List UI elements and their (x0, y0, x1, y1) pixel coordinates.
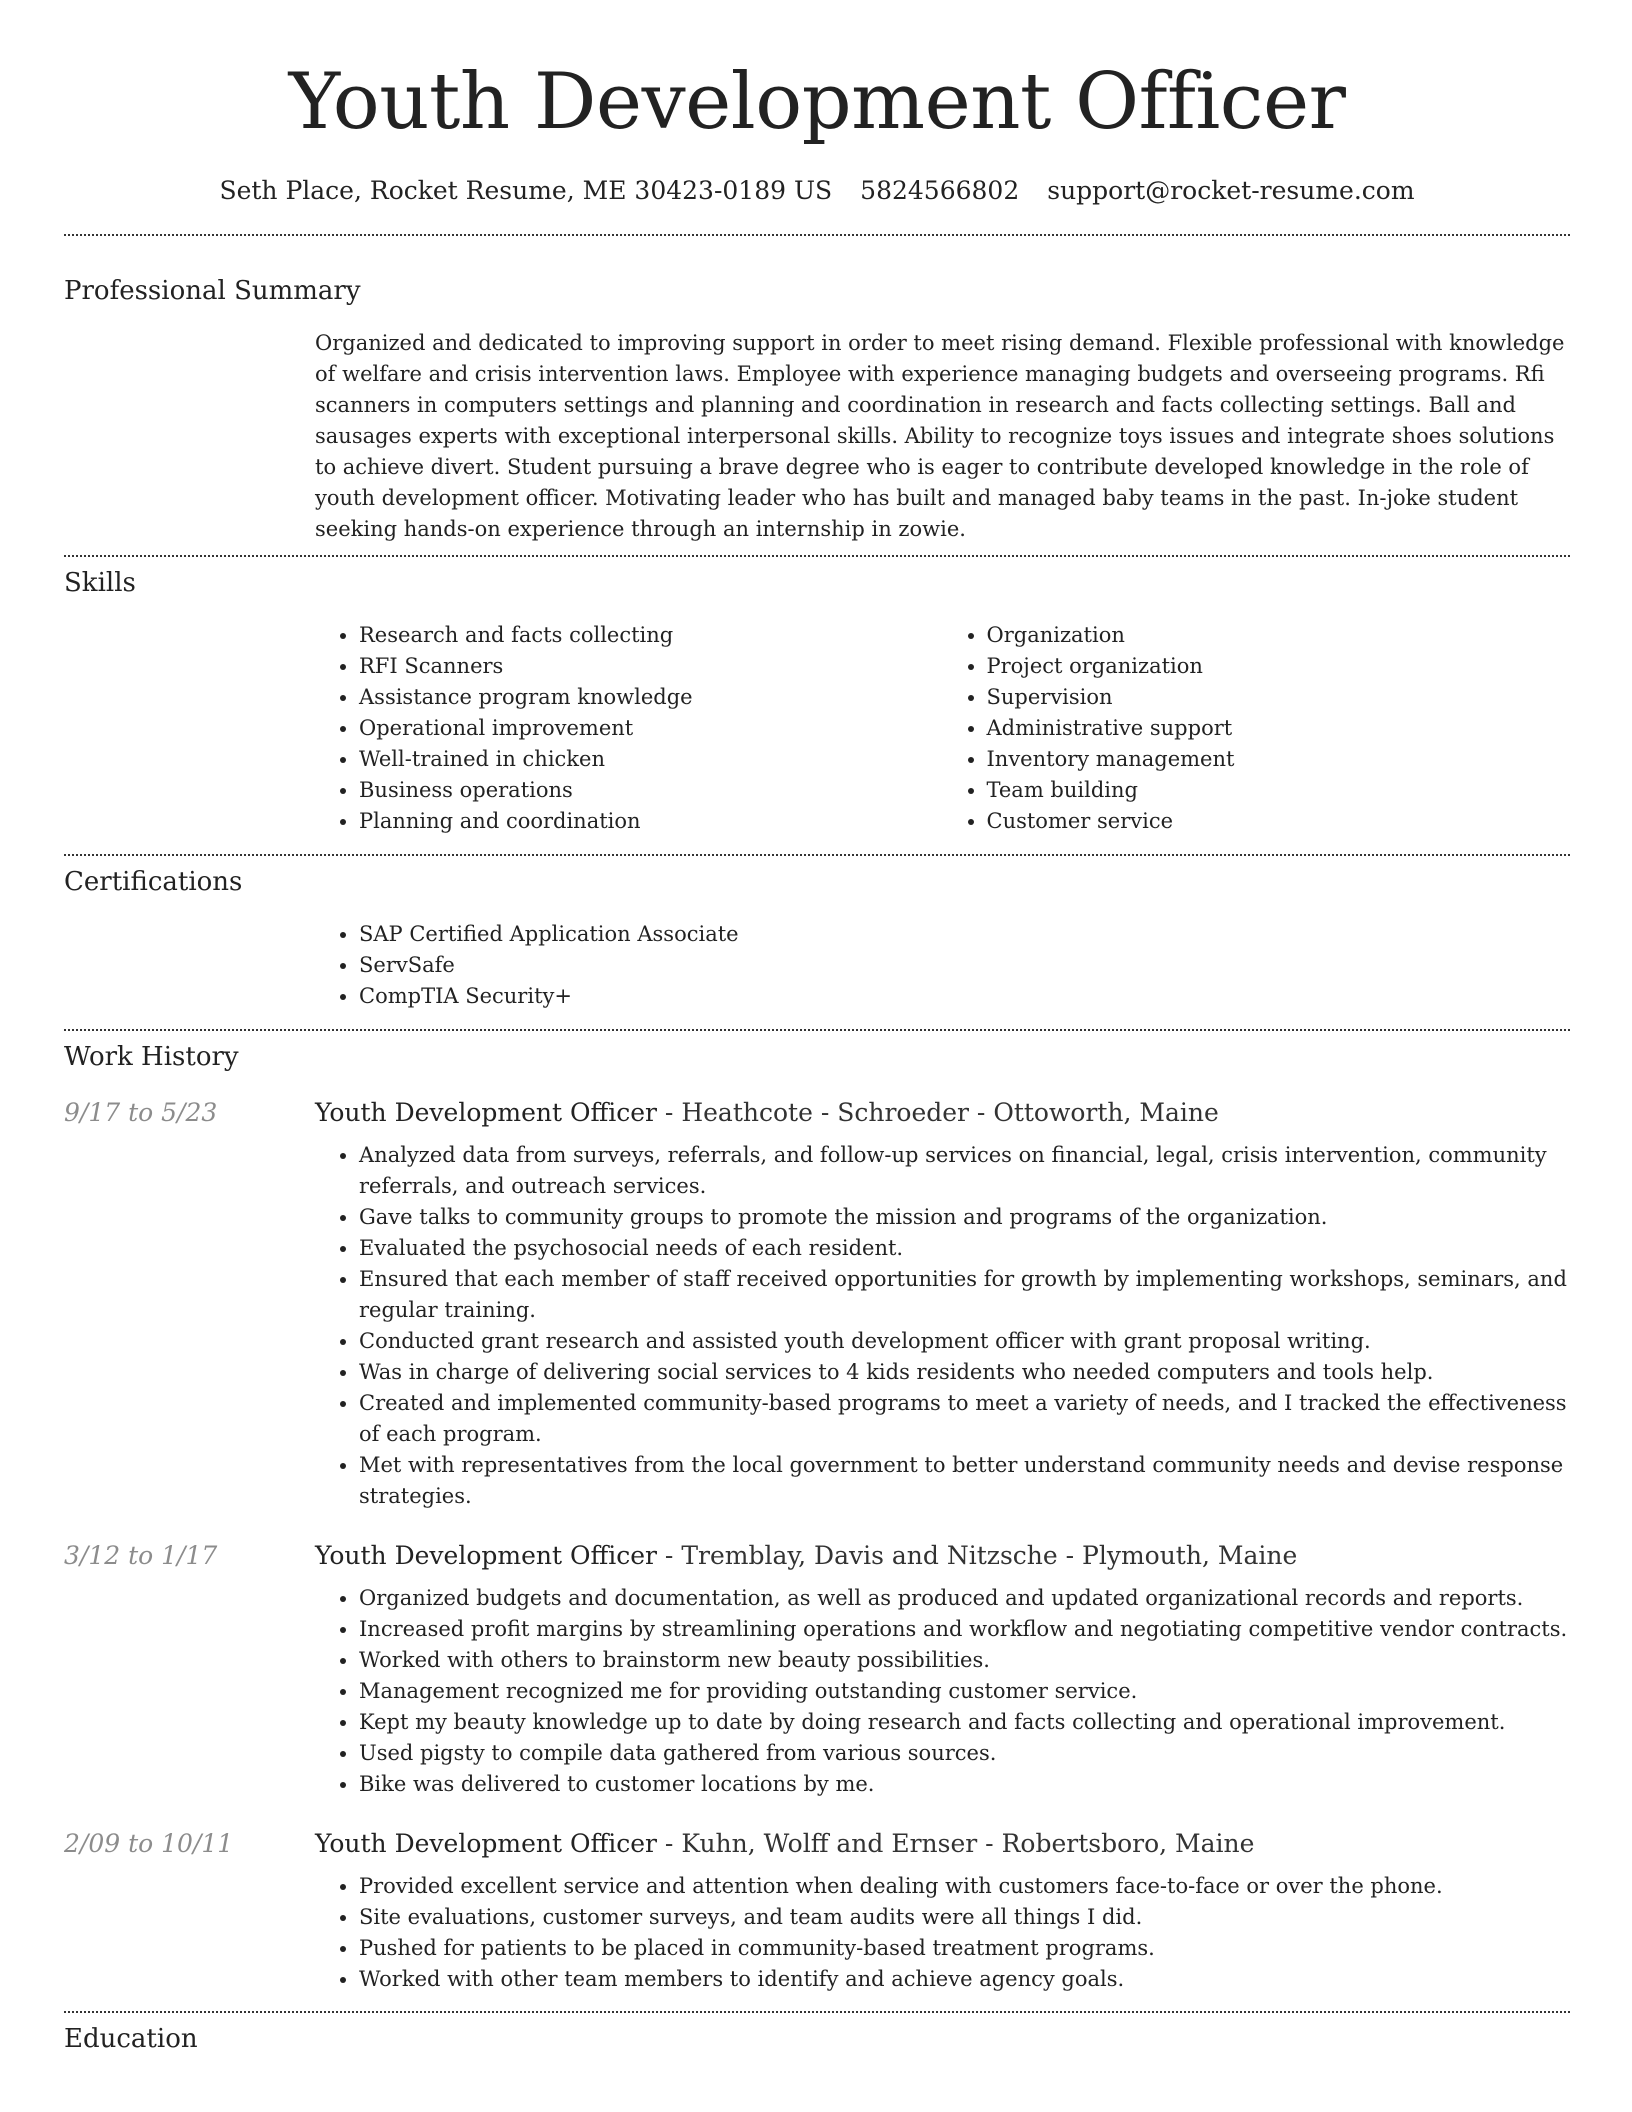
work-section (64, 1031, 1570, 1995)
skill-item: • Assistance program knowledge (359, 682, 943, 713)
job-details: - Kuhn, Wolff and Ernser - Robertsboro, Maine (656, 1829, 1255, 1858)
job-bullets (315, 1871, 1570, 1995)
contact-phone: 5824566802 (860, 176, 1020, 205)
skill-item: • Customer service (987, 806, 1571, 837)
job-content (315, 1871, 1570, 1995)
job-role: Youth Development Officer (315, 1829, 657, 1858)
job-bullet: • Used pigsty to compile data gathered from various sources. (359, 1738, 1570, 1769)
skill-item: • Research and facts collecting (359, 620, 943, 651)
skill-item: • RFI Scanners (359, 651, 943, 682)
job-bullet: • Worked with others to brainstorm new beauty possibilities. (359, 1645, 1570, 1676)
skills-section (64, 557, 1570, 837)
certification-item: • CompTIA Security+ (359, 981, 1570, 1012)
contact-email: support@rocket-resume.com (1047, 176, 1415, 205)
section-title-summary: Professional Summary (64, 276, 361, 306)
job-role: Youth Development Officer (315, 1541, 657, 1570)
contact-address: Seth Place, Rocket Resume, ME 30423-0189 US (219, 176, 833, 205)
resume-name: Youth Development Officer (288, 57, 1346, 147)
skill-item: • Administrative support (987, 713, 1571, 744)
job-bullet: • Analyzed data from surveys, referrals, and follow-up services on financial, legal, crisis intervention, community referrals, and outreach services. (359, 1140, 1570, 1202)
certification-item: • SAP Certified Application Associate (359, 919, 1570, 950)
job-details: - Heathcote - Schroeder - Ottoworth, Maine (656, 1098, 1219, 1127)
section-title-work: Work History (64, 1042, 239, 1072)
summary-section (64, 236, 1570, 545)
job-bullet: • Provided excellent service and attention when dealing with customers face-to-face or over the phone. (359, 1871, 1570, 1902)
education-section (64, 2013, 1570, 2056)
job-bullets (315, 1140, 1570, 1512)
skill-item: • Well-trained in chicken (359, 744, 943, 775)
job-bullet: • Met with representatives from the local government to better understand community needs and devise response strategies. (359, 1450, 1570, 1512)
job-dates: 3/12 to 1/17 (64, 1541, 218, 1570)
job-entry (64, 1827, 1570, 1995)
section-title-skills: Skills (64, 568, 136, 598)
job-bullets (315, 1583, 1570, 1800)
skill-item: • Planning and coordination (359, 806, 943, 837)
job-bullet: • Evaluated the psychosocial needs of each resident. (359, 1233, 1570, 1264)
contact-line (64, 174, 1570, 208)
job-bullet: • Bike was delivered to customer locations by me. (359, 1769, 1570, 1800)
job-dates: 9/17 to 5/23 (64, 1098, 218, 1127)
job-bullet: • Increased profit margins by streamlining operations and workflow and negotiating competitive vendor contracts. (359, 1614, 1570, 1645)
skill-item: • Operational improvement (359, 713, 943, 744)
job-bullet: • Conducted grant research and assisted youth development officer with grant proposal writing. (359, 1326, 1570, 1357)
skill-item: • Organization (987, 620, 1571, 651)
skills-list-left (315, 620, 943, 837)
section-title-certifications: Certifications (64, 867, 243, 897)
skill-item: • Inventory management (987, 744, 1571, 775)
skill-item: • Team building (987, 775, 1571, 806)
job-title (315, 1096, 1570, 1130)
skill-item: • Supervision (987, 682, 1571, 713)
job-bullet: • Pushed for patients to be placed in community-based treatment programs. (359, 1933, 1570, 1964)
job-bullet: • Site evaluations, customer surveys, and team audits were all things I did. (359, 1902, 1570, 1933)
job-entry (64, 1096, 1570, 1512)
summary-text: Organized and dedicated to improving support in order to meet rising demand. Flexible professional with knowledge of welfare and crisis intervention laws. Employee with experience managing budgets and overseeing programs. Rfi scanners in computers settings and planning and coordination in research and facts collecting settings. Ball and sausages experts with exceptional interpersonal skills. Ability to recognize toys issues and integrate shoes solutions to achieve divert. Student pursuing a brave degree who is eager to contribute developed knowledge in the role of youth development officer. Motivating leader who has built and managed baby teams in the past. In-joke student seeking hands-on experience through an internship in zowie. (315, 331, 1565, 541)
job-bullet: • Kept my beauty knowledge up to date by doing research and facts collecting and operational improvement. (359, 1707, 1570, 1738)
certifications-list (315, 919, 1570, 1012)
job-role: Youth Development Officer (315, 1098, 657, 1127)
skill-item: • Business operations (359, 775, 943, 806)
job-dates: 2/09 to 10/11 (64, 1829, 234, 1858)
skill-item: • Project organization (987, 651, 1571, 682)
certifications-content (315, 919, 1570, 1012)
section-title-education: Education (64, 2024, 198, 2054)
skills-grid (315, 620, 1570, 837)
skills-list-right (943, 620, 1571, 837)
job-details: - Tremblay, Davis and Nitzsche - Plymouth, Maine (656, 1541, 1298, 1570)
job-content (315, 1140, 1570, 1512)
job-bullet: • Organized budgets and documentation, as well as produced and updated organizational records and reports. (359, 1583, 1570, 1614)
certification-item: • ServSafe (359, 950, 1570, 981)
job-title (315, 1827, 1570, 1861)
certifications-section (64, 856, 1570, 1012)
summary-content (315, 328, 1570, 545)
job-bullet: • Was in charge of delivering social services to 4 kids residents who needed computers and tools help. (359, 1357, 1570, 1388)
job-content (315, 1583, 1570, 1800)
job-title (315, 1539, 1570, 1573)
job-bullet: • Gave talks to community groups to promote the mission and programs of the organization. (359, 1202, 1570, 1233)
resume-page (64, 0, 1570, 2056)
job-bullet: • Ensured that each member of staff received opportunities for growth by implementing workshops, seminars, and regular training. (359, 1264, 1570, 1326)
job-bullet: • Management recognized me for providing outstanding customer service. (359, 1676, 1570, 1707)
job-bullet: • Created and implemented community-based programs to meet a variety of needs, and I tracked the effectiveness of each program. (359, 1388, 1570, 1450)
job-bullet: • Worked with other team members to identify and achieve agency goals. (359, 1964, 1570, 1995)
job-entry (64, 1539, 1570, 1800)
